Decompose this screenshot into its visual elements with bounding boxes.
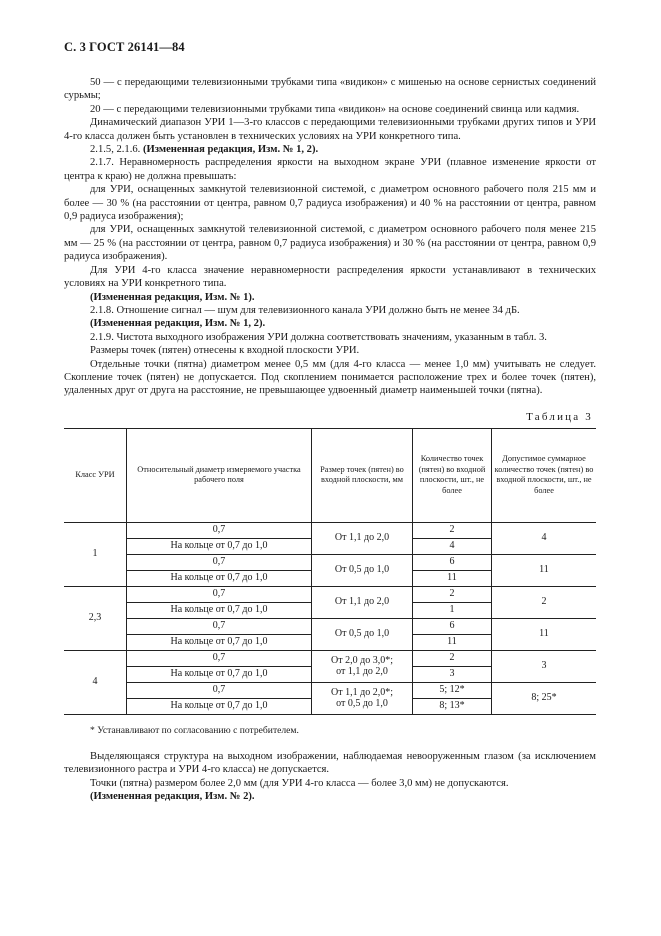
zone-cell: 0,7 [127, 554, 312, 570]
table-footnote: * Устанавливают по согласованию с потребителем. [90, 724, 299, 736]
paragraph: 2.1.8. Отношение сигнал — шум для телевизионного канала УРИ должно быть не менее 34 дБ. [90, 304, 520, 316]
total-cell: 4 [492, 522, 597, 554]
table-row [64, 682, 596, 698]
page-header: С. 3 ГОСТ 26141—84 [64, 40, 185, 54]
revision-note: (Измененная редакция, Изм. № 1). [90, 291, 255, 303]
clause-number: 2.1.5, 2.1.6. [90, 144, 141, 156]
paragraph: для УРИ, оснащенных замкнутой телевизионной системой, с диаметром основного рабочего поля 215 мм и более — 30 % (на расстоянии от центра, равном 0,7 радиуса изображения) и 40 % на расстоянии от центра, равном 0,9 радиуса изображения); [64, 184, 596, 223]
column-header: Количество точек (пятен) во входной плоскости, шт., не более [413, 428, 492, 522]
paragraph: Выделяющаяся структура на выходном изображении, наблюдаемая невооруженным глазом (за исключением телевизионного растра и УРИ 4-го класса) не допускается. [64, 750, 596, 776]
count-cell: 6 [413, 554, 492, 570]
size-cell: От 1,1 до 2,0*; от 0,5 до 1,0 [312, 682, 413, 714]
total-cell: 11 [492, 554, 597, 586]
revision-note: (Измененная редакция, Изм. № 1, 2). [142, 144, 319, 156]
paragraph: Отдельные точки (пятна) диаметром менее 0,5 мм (для 4-го класса — менее 1,0 мм) учитывать не следует. Скопление точек (пятен) не допускается. Под скоплением понимается расположение трех и более точек (пятен), удаленных друг от друга на расстояние, не превышающее удвоенный диаметр наименьшей точки (пятна). [64, 358, 596, 397]
size-cell: От 0,5 до 1,0 [312, 554, 413, 586]
total-cell: 2 [492, 586, 597, 618]
count-cell: 2 [413, 522, 492, 538]
column-header: Класс УРИ [64, 428, 127, 522]
column-header: Допустимое суммарное количество точек (пятен) во входной плоскости, шт., не более [492, 428, 597, 522]
zone-cell: 0,7 [127, 586, 312, 602]
paragraph: 20 — с передающими телевизионными трубками типа «видикон» на основе соединений свинца или кадмия. [90, 103, 580, 115]
zone-cell: 0,7 [127, 618, 312, 634]
zone-cell: На кольце от 0,7 до 1,0 [127, 538, 312, 554]
paragraph: 50 — с передающими телевизионными трубками типа «видикон» с мишенью на основе сернистых соединений сурьмы; [64, 77, 596, 102]
count-cell: 8; 13* [413, 698, 492, 714]
paragraph: 2.1.7. Неравномерность распределения яркости на выходном экране УРИ (плавное изменение яркости от центра к краю) не должна превышать: [64, 157, 596, 182]
column-header: Размер точек (пятен) во входной плоскости, мм [312, 428, 413, 522]
revision-note: (Измененная редакция, Изм. № 2). [90, 790, 255, 802]
count-cell: 2 [413, 586, 492, 602]
class-cell: 4 [64, 650, 127, 714]
zone-cell: На кольце от 0,7 до 1,0 [127, 634, 312, 650]
size-cell: От 0,5 до 1,0 [312, 618, 413, 650]
zone-cell: 0,7 [127, 650, 312, 666]
purity-table [64, 428, 596, 715]
table-row [64, 554, 596, 570]
table-caption: Таблица 3 [526, 410, 593, 423]
count-cell: 1 [413, 602, 492, 618]
table-row [64, 618, 596, 634]
zone-cell: На кольце от 0,7 до 1,0 [127, 698, 312, 714]
column-header: Относительный диаметр измеряемого участка рабочего поля [127, 428, 312, 522]
zone-cell: На кольце от 0,7 до 1,0 [127, 666, 312, 682]
size-cell: От 2,0 до 3,0*; от 1,1 до 2,0 [312, 650, 413, 682]
table-row [64, 650, 596, 666]
size-cell: От 1,1 до 2,0 [312, 522, 413, 554]
count-cell: 11 [413, 570, 492, 586]
count-cell: 4 [413, 538, 492, 554]
paragraph [64, 143, 596, 156]
paragraph: Для УРИ 4-го класса значение неравномерности распределения яркости устанавливают в технических условиях на УРИ конкретного типа. [64, 264, 596, 290]
class-cell: 2,3 [64, 586, 127, 650]
count-cell: 6 [413, 618, 492, 634]
total-cell: 8; 25* [492, 682, 597, 714]
paragraph: Размеры точек (пятен) отнесены к входной плоскости УРИ. [90, 345, 360, 357]
table-row [64, 522, 596, 538]
class-cell: 1 [64, 522, 127, 586]
table-row [64, 586, 596, 602]
paragraph: Динамический диапазон УРИ 1—3-го классов с передающими телевизионными трубками других типов и УРИ 4-го класса должен быть установлен в технических условиях на УРИ конкретного типа. [64, 117, 596, 142]
table-header-row [64, 428, 596, 522]
zone-cell: На кольце от 0,7 до 1,0 [127, 602, 312, 618]
count-cell: 11 [413, 634, 492, 650]
revision-note: (Измененная редакция, Изм. № 1, 2). [90, 318, 266, 330]
paragraph: для УРИ, оснащенных замкнутой телевизионной системой, с диаметром основного рабочего поля менее 215 мм — 25 % (на расстоянии от центра, равном 0,7 радиуса изображения) и 30 % (на расстоянии от центра, равном 0,9 радиуса изображения). [64, 224, 596, 263]
total-cell: 3 [492, 650, 597, 682]
paragraph: Точки (пятна) размером более 2,0 мм (для УРИ 4-го класса — более 3,0 мм) не допускаются. [90, 777, 509, 789]
count-cell: 3 [413, 666, 492, 682]
size-cell: От 1,1 до 2,0 [312, 586, 413, 618]
zone-cell: 0,7 [127, 682, 312, 698]
total-cell: 11 [492, 618, 597, 650]
zone-cell: 0,7 [127, 522, 312, 538]
zone-cell: На кольце от 0,7 до 1,0 [127, 570, 312, 586]
count-cell: 2 [413, 650, 492, 666]
document-page [64, 40, 596, 803]
paragraph: 2.1.9. Чистота выходного изображения УРИ должна соответствовать значениям, указанным в табл. 3. [90, 331, 547, 343]
count-cell: 5; 12* [413, 682, 492, 698]
